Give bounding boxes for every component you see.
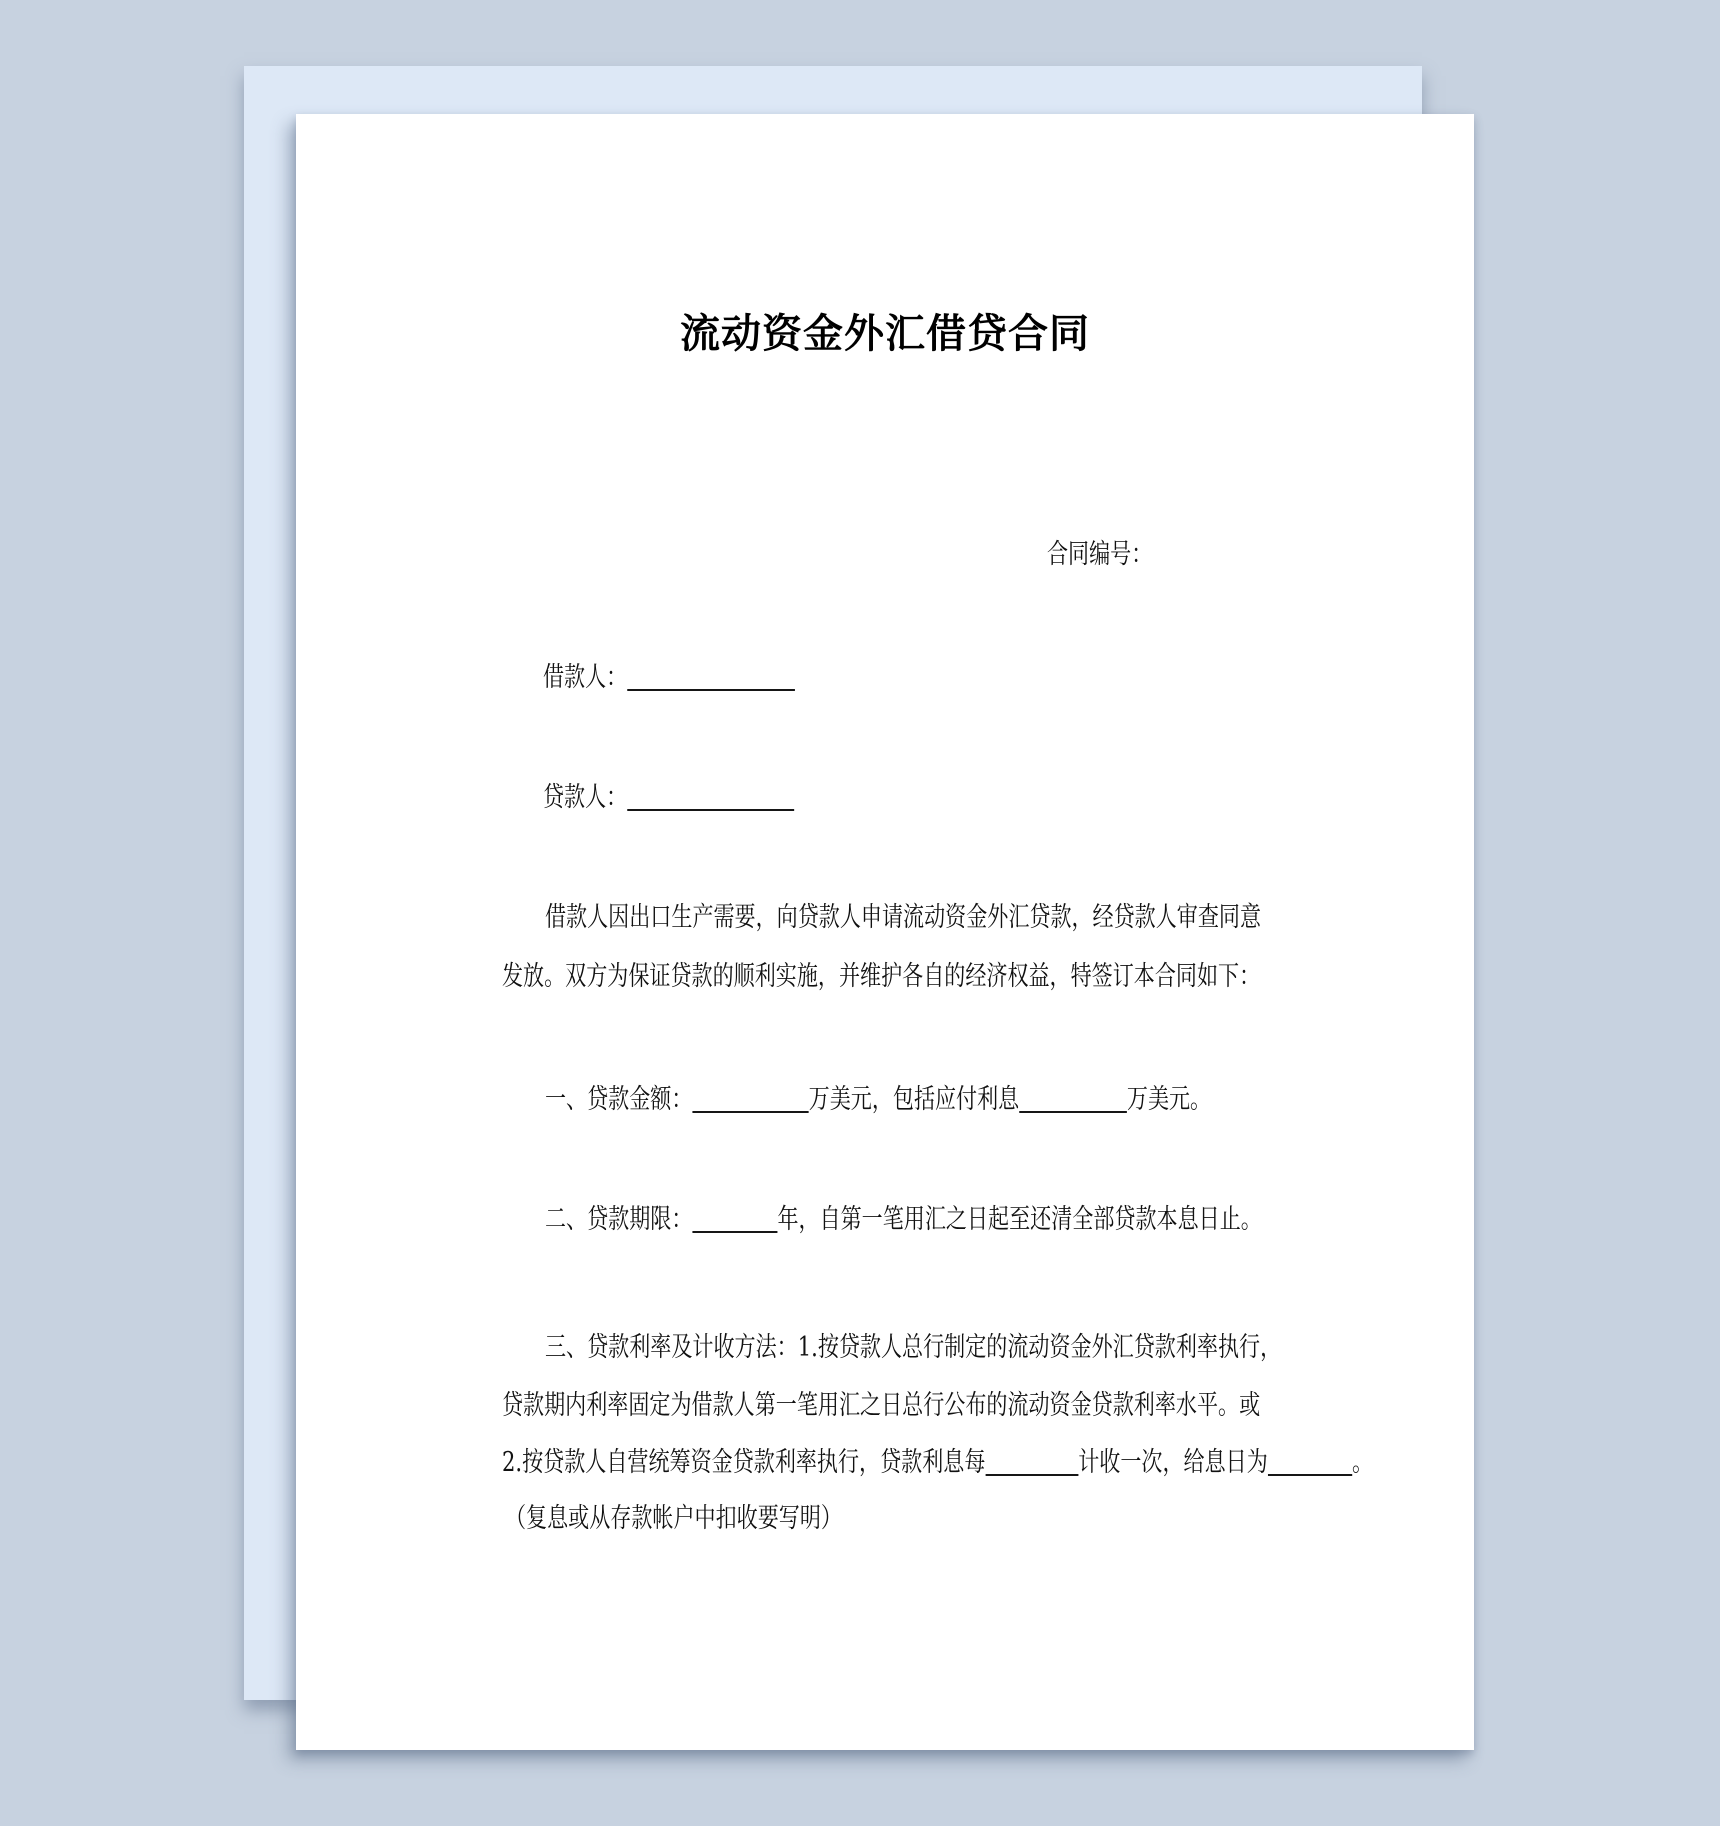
clause-3-line2 <box>502 1391 1260 1421</box>
intro-paragraph-line1 <box>545 903 1261 933</box>
clause-3-line3 <box>502 1448 1373 1478</box>
lender-line <box>543 783 794 813</box>
clause-1-prefix: 一、贷款金额： <box>545 1084 693 1115</box>
intro-paragraph-line2 <box>502 962 1260 992</box>
clause-1-suffix: 万美元。 <box>1126 1084 1212 1115</box>
clause-2-suffix: 年，自第一笔用汇之日起至还清全部贷款本息日止。 <box>777 1204 1262 1235</box>
clause-3-line3-middle: 计收一次，给息日为 <box>1078 1447 1268 1478</box>
loan-term-blank <box>692 1213 777 1233</box>
borrower-name-blank <box>627 671 795 691</box>
contract-document-page <box>296 114 1474 1750</box>
clause-2-prefix: 二、贷款期限： <box>545 1204 693 1235</box>
clause-1-middle: 万美元，包括应付利息 <box>808 1084 1020 1115</box>
clause-3-line3-suffix: 。 <box>1352 1447 1374 1478</box>
clause-3-line3-prefix: 2.按贷款人自营统筹资金贷款利率执行，贷款利息每 <box>502 1447 986 1478</box>
loan-amount-blank <box>692 1093 808 1113</box>
clause-3-line1 <box>545 1333 1281 1363</box>
interest-amount-blank <box>1019 1093 1127 1113</box>
intro-text-2: 发放。双方为保证贷款的顺利实施，并维护各自的经济权益，特签订本合同如下： <box>502 961 1261 992</box>
contract-title: 流动资金外汇借贷合同 <box>680 311 1090 357</box>
borrower-line <box>543 663 795 693</box>
interest-period-blank <box>985 1456 1078 1476</box>
interest-pay-date-blank <box>1268 1456 1352 1476</box>
intro-text-1: 借款人因出口生产需要，向贷款人申请流动资金外汇贷款，经贷款人审查同意 <box>545 902 1262 933</box>
clause-1-loan-amount <box>545 1085 1211 1115</box>
borrower-label: 借款人： <box>543 662 628 693</box>
clause-3-text-1: 三、贷款利率及计收方法：1.按贷款人总行制定的流动资金外汇贷款利率执行， <box>545 1332 1282 1363</box>
lender-label: 贷款人： <box>543 782 628 813</box>
contract-number-line <box>1047 540 1152 570</box>
clause-2-loan-term <box>545 1205 1262 1235</box>
contract-number-label: 合同编号： <box>1047 539 1153 570</box>
lender-name-blank <box>627 791 794 811</box>
clause-3-text-2: 贷款期内利率固定为借款人第一笔用汇之日总行公布的流动资金贷款利率水平。或 <box>502 1390 1261 1421</box>
clause-3-note-text: （复息或从存款帐户中扣收要写明） <box>505 1503 842 1534</box>
clause-3-line4-note <box>505 1504 842 1534</box>
